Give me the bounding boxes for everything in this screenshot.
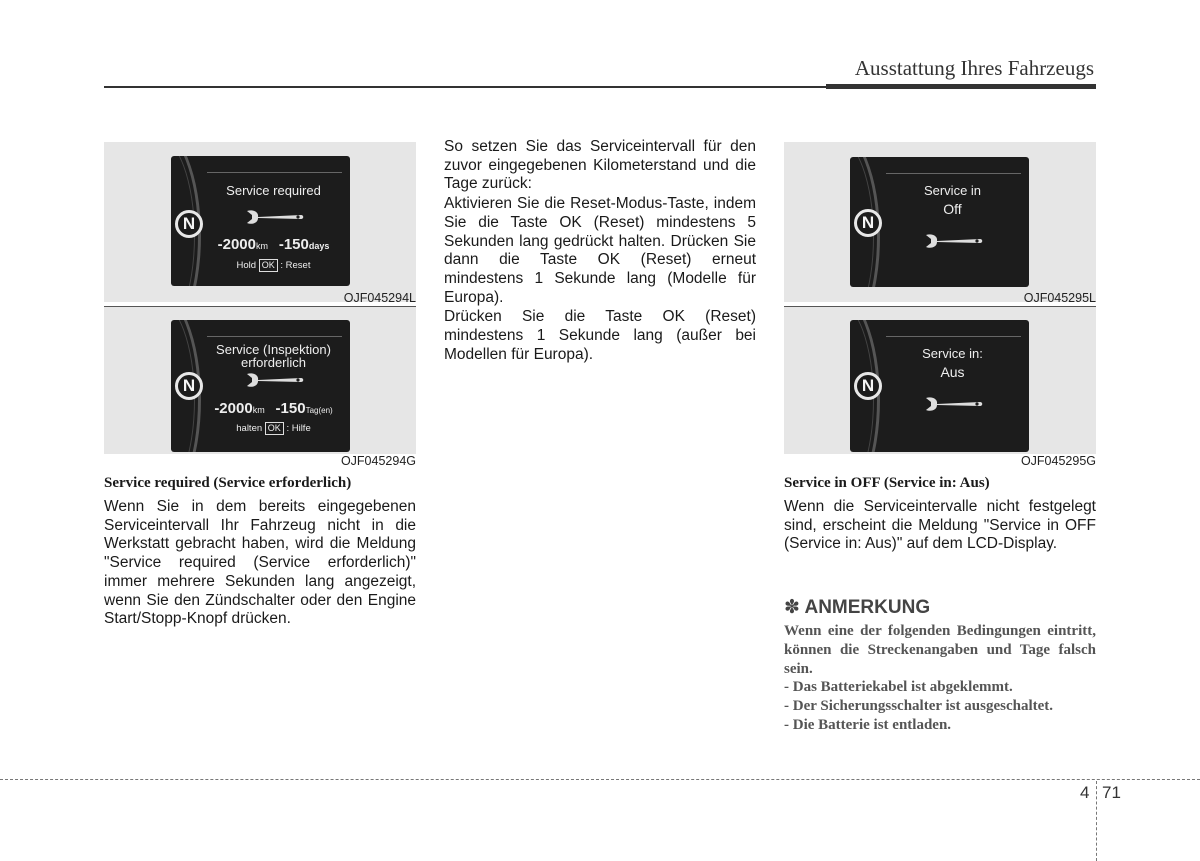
km-unit: km [252,405,265,415]
gear-indicator: N [175,372,203,400]
paragraph: Drücken Sie die Taste OK (Reset) mindestens 1 Sekunde lang (außer bei Modellen für Europa). [444,308,756,363]
gear-indicator: N [854,209,882,237]
display-title-line-2: erforderlich [240,355,307,370]
cluster-display-1 [171,156,350,286]
paragraph: Aktivieren Sie die Reset-Modus-Taste, indem Sie die Taste OK (Reset) mindestens 5 Sekunden lang gedrückt halten. Drücken Sie dann die Taste OK (Reset) erneut mindestens 1 Sekunde lang (Modelle für Europa). [444,195,756,306]
note-body [784,622,1096,735]
page-number-divider [1096,781,1097,861]
figure-code: OJF045294G [340,454,416,468]
footer-rule [0,779,1200,780]
middle-column [444,138,756,365]
display-rule [207,172,342,173]
days-unit: Tag(en) [305,406,333,415]
days-value: -150 [275,400,306,417]
display-title-line-1: Service in [923,183,982,198]
note-item: - Die Batterie ist entladen. [784,716,952,733]
chapter-number: 4 [1080,783,1090,802]
display-rule [886,336,1021,337]
section-heading: Service in OFF (Service in: Aus) [784,475,990,491]
hint-action: : Reset [280,260,311,271]
display-title: Service required [226,183,321,198]
ok-key: OK [259,259,278,272]
display-values [209,400,338,417]
wrench-icon [245,372,305,388]
section-heading: Service required (Service erforderlich) [104,475,352,491]
figure-code: OJF045295G [1020,454,1096,468]
display-rule [207,336,342,337]
note-item-text: - Der Sicherungsschalter ist ausgeschaltet. [784,698,1054,715]
cluster-display-4 [850,320,1029,452]
hold-label: Hold [236,260,257,271]
km-value: -2000 [217,236,256,253]
gear-indicator: N [175,210,203,238]
days-value: -150 [278,236,309,253]
running-header: Ausstattung Ihres Fahrzeugs [854,56,1094,80]
display-title-line-1: Service in: [922,346,983,361]
paragraph: So setzen Sie das Serviceintervall für den zuvor eingegebenen Kilometerstand und die Tage zurück: [444,138,756,193]
wrench-icon [245,209,305,225]
display-title-line-1: Service (Inspektion) [216,342,331,357]
cluster-display-2 [171,320,350,452]
note-item: - Das Batteriekabel ist abgeklemmt. [784,679,1013,696]
display-rule [886,173,1021,174]
wrench-icon [924,233,984,249]
ok-key: OK [265,422,284,435]
page-number: 71 [1102,783,1121,802]
display-title-line-2: Off [943,201,962,217]
figure-code: OJF045294L [343,291,416,305]
wrench-icon [924,396,984,412]
hint-action: : Hilfe [286,423,311,434]
body-text: Wenn Sie in dem bereits eingegebenen Serviceintervall Ihr Fahrzeug nicht in die Werkstatt gebracht haben, wird die Meldung "Service required (Service erforderlich)" immer mehrere Sekunden lang angezeigt, wenn Sie den Zündschalter oder den Engine Start/Stopp-Knopf drücken. [104,498,416,628]
days-unit: days [308,241,330,251]
km-unit: km [255,241,268,251]
note-title: ✽ ANMERKUNG [784,597,931,618]
hold-label: halten [236,423,263,434]
header-rule-accent [826,84,1096,89]
cluster-display-3 [850,157,1029,287]
note-item [784,697,1096,716]
display-hint [209,422,338,435]
display-values [209,236,338,253]
figure-code: OJF045295L [1023,291,1096,305]
note-intro: Wenn eine der folgenden Bedingungen eintritt, können die Streckenangaben und Tage falsch sein. [784,623,1096,677]
display-hint [209,259,338,272]
km-value: -2000 [214,400,253,417]
body-text: Wenn die Serviceintervalle nicht festgelegt sind, erscheint die Meldung "Service in OFF (Service in: Aus)" auf dem LCD-Display. [784,498,1096,553]
gear-indicator: N [854,372,882,400]
display-title-line-2: Aus [940,364,965,380]
